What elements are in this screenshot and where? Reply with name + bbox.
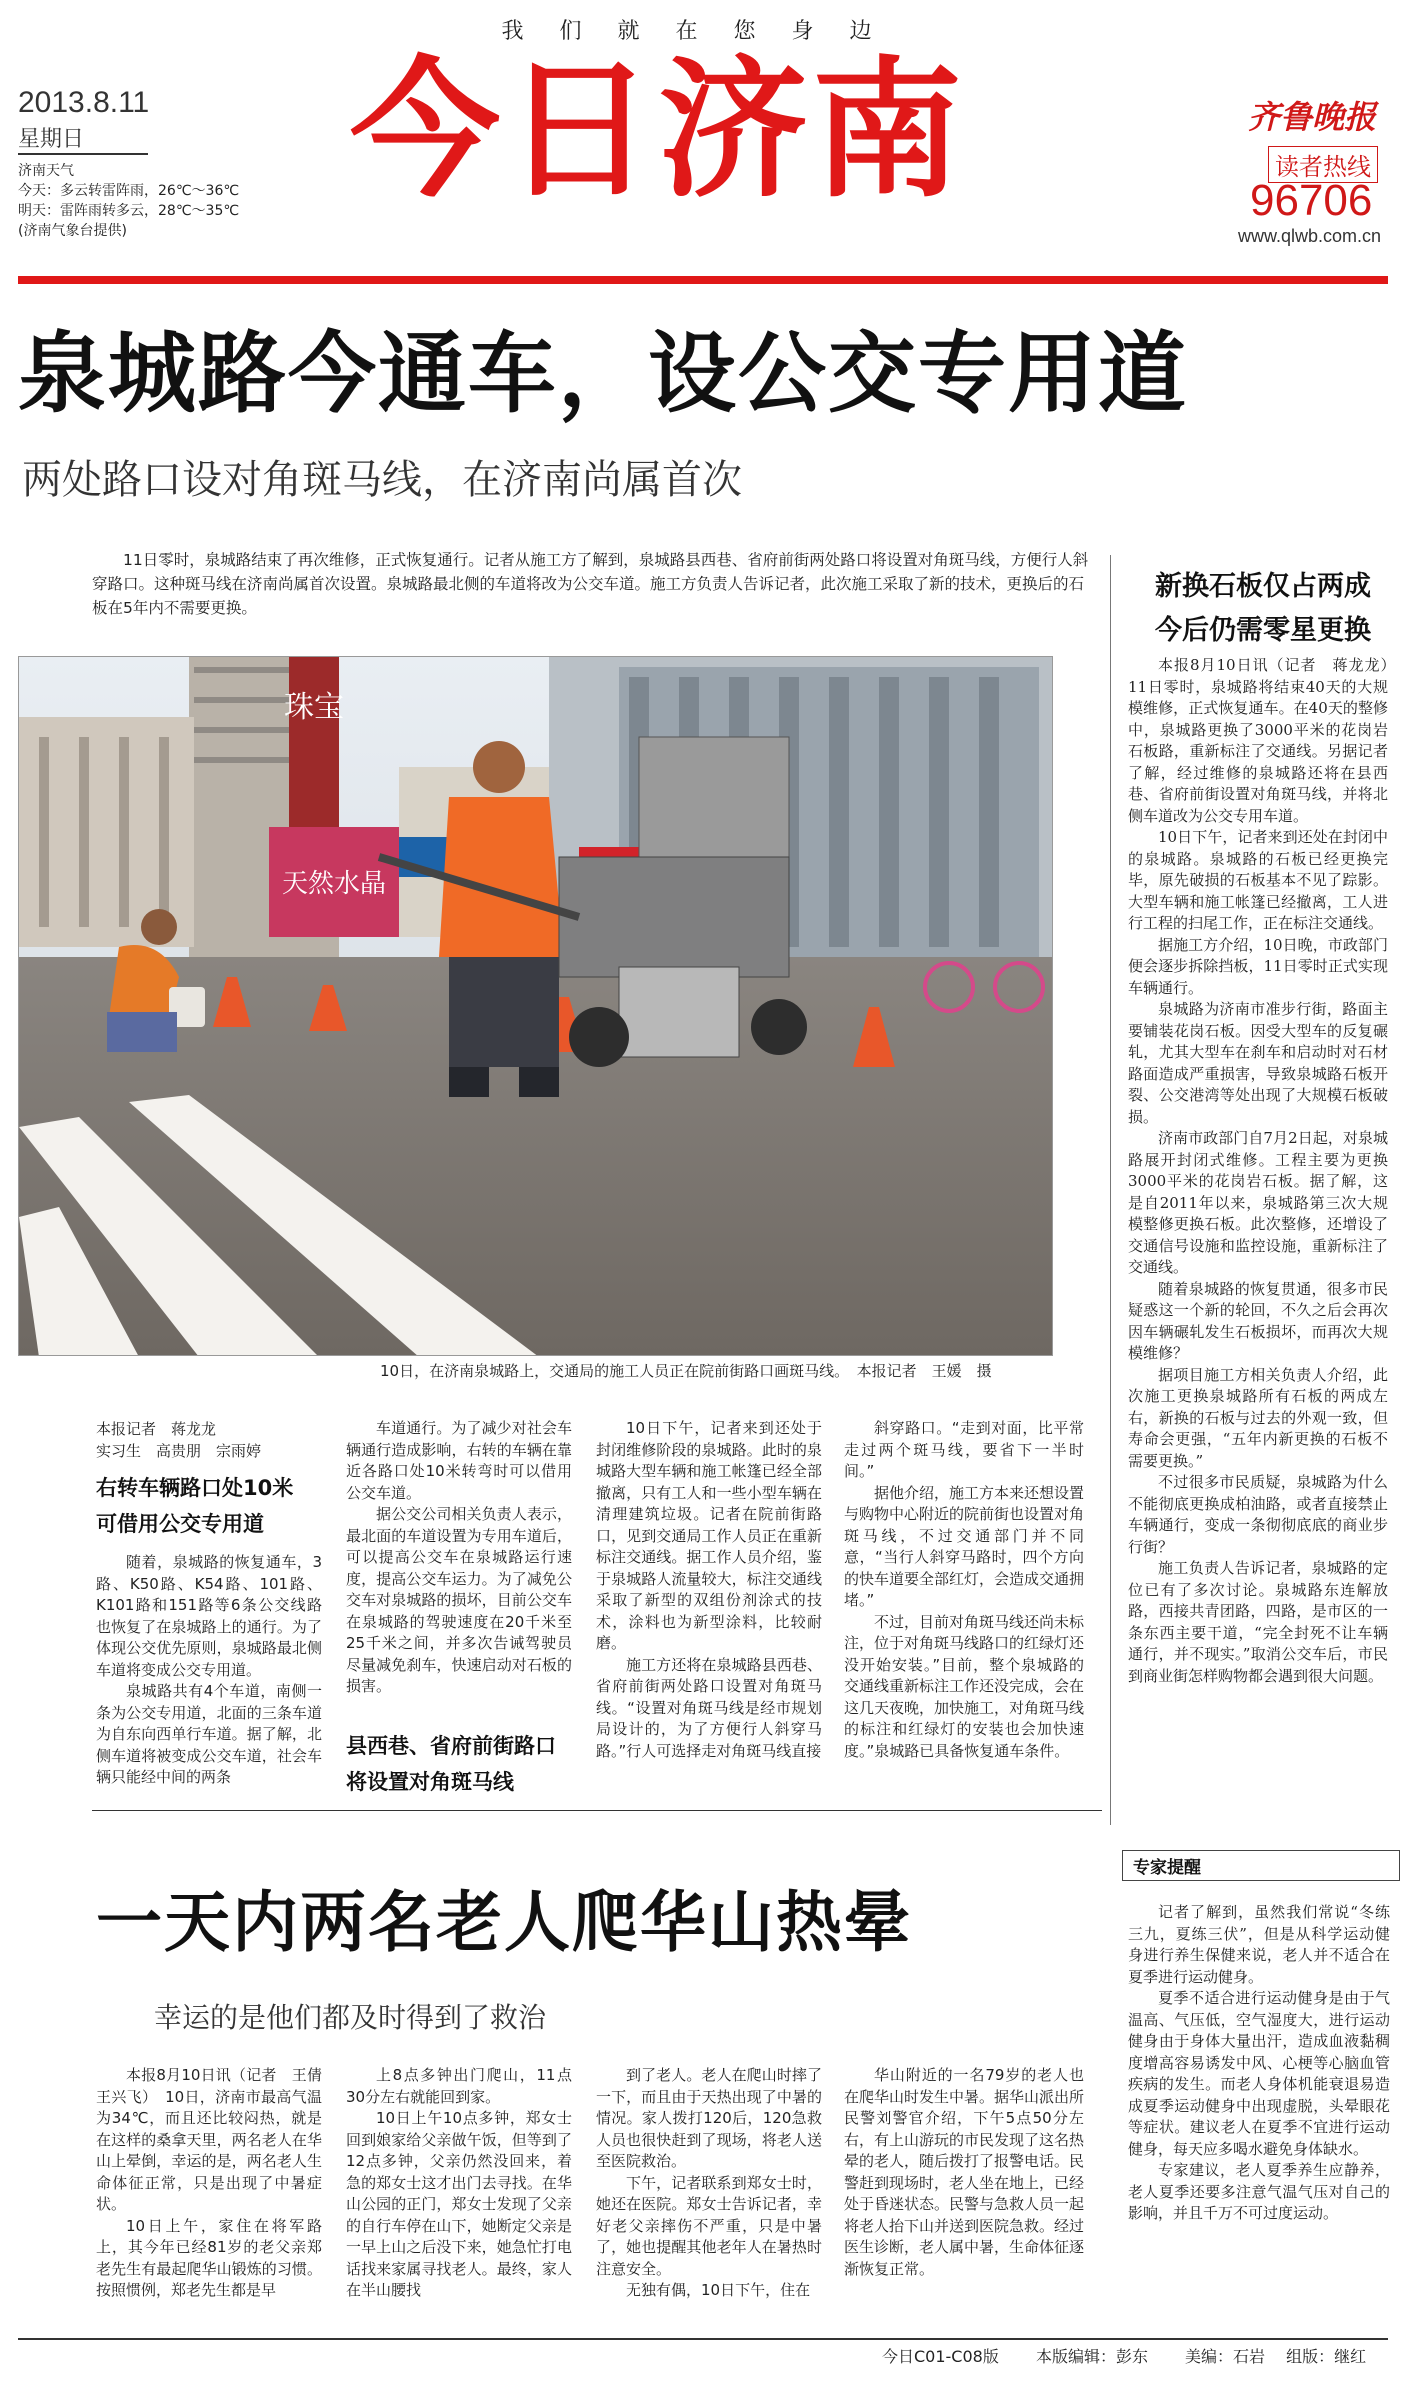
site-url: www.qlwb.com.cn: [1238, 226, 1382, 246]
weekday: 星期日: [18, 122, 148, 155]
paragraph: 10日上午10点多钟，郑女士回到娘家给父亲做午饭，但等到了12点多钟，父亲仍然没回来，着急的郑女士这才出门去寻找。在华山公园的正门，郑女士发现了父亲的自行车停在山下，她断定父亲是一早上山之后没下来，她急忙打电话找来家属寻找老人。最终，家人在半山腰找: [346, 2109, 572, 2299]
lead-paragraph: 11日零时，泉城路结束了再次维修，正式恢复通行。记者从施工方了解到，泉城路县西巷、省府前街两处路口将设置对角斑马线，方便行人斜穿路口。这种斑马线在济南尚属首次设置。泉城路最北侧的车道将改为公交车道。施工方负责人告诉记者，此次施工采取了新的技术，更换后的石板在5年内不需要更换。: [92, 551, 1089, 617]
jewelry-sign: 珠宝: [284, 690, 344, 725]
paragraph: 车道通行。为了减少对社会车辆通行造成影响，右转的车辆在靠近各路口处10米转弯时可以借用公交车道。: [346, 1419, 572, 1502]
main-headline: 泉城路今通车，设公交专用道: [18, 322, 1189, 425]
story2-column-1: [96, 2065, 338, 2302]
paragraph: 泉城路共有4个车道，南侧一条为公交专用道，北面的三条车道为自东向西单行车道。据了解，北侧车道将被变成公交车道，社会车辆只能经中间的两条: [96, 1682, 322, 1786]
sidebar-headline-line: 新换石板仅占两成: [1155, 571, 1371, 602]
article-column-3: [596, 1418, 822, 1762]
sidebar-article: [1128, 655, 1404, 1687]
footer-art: 美编：石岩: [1185, 2347, 1266, 2366]
main-subhead: 两处路口设对角斑马线，在济南尚属首次: [22, 457, 742, 503]
paragraph: 据项目施工方相关负责人介绍，此次施工更换泉城路所有石板的两成左右，新换的石板与过去的外观一致，但寿命会更强，“五年内新更换的石板不需要更换。”: [1128, 1365, 1388, 1470]
expert-tip-tag: 专家提醒: [1122, 1850, 1400, 1881]
article-column-2: [346, 1418, 572, 1698]
paragraph: 斜穿路口。“走到对面，比平常走过两个斑马线，要省下一半时间。”: [844, 1419, 1084, 1480]
paragraph: 10日上午，家住在将军路上，其今年已经81岁的老父亲郑老先生有最起爬华山锻炼的习惯。按照惯例，郑老先生都是早: [96, 2216, 322, 2299]
paragraph: 施工方还将在泉城路县西巷、省府前街两处路口设置对角斑马线。“设置对角斑马线是经市规划局设计的，为了方便行人斜穿马路。”行人可选择走对角斑马线直接: [596, 1655, 822, 1760]
paragraph: 到了老人。老人在爬山时摔了一下，而且由于天热出现了中暑的情况。家人拨打120后，120急救人员也很快赶到了现场，将老人送至医院救治。: [596, 2066, 822, 2170]
paragraph: 华山附近的一名79岁的老人也在爬华山时发生中暑。据华山派出所民警刘警官介绍，下午5点50分左右，有上山游玩的市民发现了这名热晕的老人，随后拨打了报警电话。民警赶到现场时，老人坐在地上，已经处于昏迷状态。民警与急救人员一起将老人抬下山并送到医院急救。经过医生诊断，老人属中暑，生命体征逐渐恢复正常。: [844, 2066, 1085, 2278]
paragraph: 据公交公司相关负责人表示，最北面的车道设置为专用车道后，可以提高公交车在泉城路运行速度，提高公交车运力。为了减免公交车对泉城路的损坏，目前公交车在泉城路的驾驶速度在20千米至25千米之间，并多次告诫驾驶员尽量减免刹车，快速启动对石板的损害。: [346, 1505, 572, 1695]
paragraph: 本报8月10日讯（记者 王倩 王兴飞） 10日，济南市最高气温为34℃，而且还比较闷热，就是在这样的桑拿天里，两名老人在华山上晕倒，幸运的是，两名老人生命体征正常，只是出现了中暑症状。: [96, 2066, 338, 2213]
paragraph: 据施工方介绍，10日晚，市政部门便会逐步拆除挡板，11日零时正式实现车辆通行。: [1128, 935, 1388, 997]
photo-caption: 10日，在济南泉城路上，交通局的施工人员正在院前街路口画斑马线。 本报记者 王媛 摄: [380, 1362, 992, 1380]
paragraph: 随着泉城路的恢复贯通，很多市民疑惑这一个新的轮回，不久之后会再次因车辆碾轧发生石板损坏，而再次大规模维修？: [1128, 1279, 1388, 1362]
section-subtitle-2: [346, 1728, 556, 1800]
crystal-sign: 天然水晶: [281, 869, 387, 899]
article-column-4: [844, 1418, 1084, 1762]
footer-credits: [882, 2344, 1366, 2367]
weather-today: 今天：多云转雷阵雨，26℃～36℃: [18, 183, 240, 199]
paragraph: 专家建议，老人夏季养生应静养，老人夏季还要多注意气温气压对自己的影响，并且千万不可过度运动。: [1128, 2161, 1390, 2222]
expert-tip-body: [1128, 1902, 1390, 2225]
column-divider: [1110, 555, 1111, 1825]
story2-column-2: [346, 2065, 572, 2302]
paper-name: 齐鲁晚报: [1248, 98, 1377, 136]
section-subtitle-1: [96, 1470, 293, 1542]
subtitle-line: 县西巷、省府前街路口: [346, 1734, 556, 1758]
paragraph: 不过很多市民质疑，泉城路为什么不能彻底更换成柏油路，或者直接禁止车辆通行，变成一条彻彻底底的商业步行街？: [1128, 1473, 1388, 1556]
paragraph: 不过，目前对角斑马线还尚未标注，位于对角斑马线路口的红绿灯还没开始安装。”目前，整个泉城路的交通线重新标注工作还没完成，会在这几天夜晚，加快施工，对角斑马线的标注和红绿灯的安装也会加快速度。”泉城路已具备恢复通车条件。: [844, 1612, 1085, 1760]
slogan: 我们就在您身边: [501, 19, 908, 44]
paragraph: 夏季不适合进行运动健身是由于气温高、气压低，空气湿度大，进行运动健身由于身体大量出汗，造成血液黏稠度增高容易诱发中风、心梗等心脑血管疾病的发生。而老人身体机能衰退易造成夏季运动健身中出现虚脱，头晕眼花等症状。建议老人在夏季不宜进行运动健身，每天应多喝水避免身体缺水。: [1128, 1989, 1390, 2158]
paragraph: 下午，记者联系到郑女士时，她还在医院。郑女士告诉记者，幸好老父亲摔伤不严重，只是中暑了，她也提醒其他老年人在暑热时注意安全。: [596, 2173, 822, 2278]
subtitle-line: 右转车辆路口处10米: [96, 1476, 294, 1500]
footer-rule: [18, 2338, 1388, 2340]
paragraph: 据他介绍，施工方本来还想设置与购物中心附近的院前街也设置对角斑马线，不过交通部门并不同意，“当行人斜穿马路时，四个方向的快车道要全部红灯，会造成交通拥堵。”: [844, 1483, 1085, 1609]
paragraph: 本报8月10日讯（记者 蒋龙龙） 11日零时，泉城路将结束40天的大规模维修，正式恢复通车。在40天的整修中，泉城路更换了3000平米的花岗岩石板路，重新标注了交通线。另据记者了解，经过维修的泉城路还将在县西巷、省府前街设置对角斑马线，并将北侧车道改为公交专用车道。: [1128, 656, 1404, 825]
paragraph: 上8点多钟出门爬山，11点30分左右就能回到家。: [346, 2066, 572, 2106]
second-headline: 一天内两名老人爬华山热晕: [96, 1884, 912, 1961]
footer-section: 今日C01-C08版: [882, 2347, 999, 2366]
sidebar-headline-line: 今后仍需零星更换: [1155, 615, 1371, 646]
paragraph: 随着，泉城路的恢复通车，3路、K50路、K54路、101路、K101路和151路等6条公交线路也恢复了在泉城路上的通行。为了体现公交优先原则，泉城路最北侧车道将变成公交专用道。: [96, 1553, 322, 1679]
subtitle-line: 将设置对角斑马线: [346, 1770, 514, 1794]
hotline-label: 读者热线: [1268, 146, 1378, 183]
sidebar-headline: [1128, 565, 1398, 653]
issue-date: 2013.8.11: [18, 86, 150, 119]
paragraph: 10日下午，记者来到还处于封闭维修阶段的泉城路。此时的泉城路大型车辆和施工帐篷已经全部撤离，只有工人和一些小型车辆在清理建筑垃圾。记者在院前街路口，见到交通局工作人员正在重新标注交通线。据工作人员介绍，鉴于泉城路人流量较大，标注交通线采取了新型的双组份剂涂式的技术，涂料也为新型涂料，比较耐磨。: [596, 1419, 822, 1652]
byline-reporter: 本报记者 蒋龙龙: [96, 1420, 217, 1438]
masthead: 今日济南: [350, 42, 967, 218]
story2-column-3: [596, 2065, 822, 2302]
weather-source: (济南气象台提供): [18, 223, 127, 239]
paragraph: 记者了解到，虽然我们常说“冬练三九，夏练三伏”，但是从科学运动健身进行养生保健来说，老人并不适合在夏季进行运动健身。: [1128, 1903, 1390, 1986]
story2-column-4: [844, 2065, 1084, 2280]
paragraph: 泉城路为济南市准步行街，路面主要铺装花岗石板。因受大型车的反复碾轧，尤其大型车在刹车和启动时对石材路面造成严重损害，导致泉城路石板开裂、公交港湾等处出现了大规模石板破损。: [1128, 1000, 1388, 1126]
news-photo: [18, 656, 1053, 1356]
paragraph: 济南市政部门自7月2日起，对泉城路展开封闭式维修。工程主要为更换3000平米的花岗岩石板。据了解，这是自2011年以来，泉城路第三次大规模整修更换石板。此次整修，还增设了交通信号设施和监控设施，重新标注了交通线。: [1128, 1129, 1388, 1276]
article-column-1: [96, 1552, 322, 1789]
subtitle-line: 可借用公交专用道: [96, 1512, 264, 1536]
paragraph: 无独有偶，10日下午，住在: [626, 2281, 811, 2299]
byline-interns: 实习生 高贵朋 宗雨婷: [96, 1442, 262, 1460]
second-subhead: 幸运的是他们都及时得到了救治: [154, 2001, 547, 2034]
weather-label: 济南天气: [18, 163, 74, 179]
footer-proof: 组版：继红: [1286, 2347, 1367, 2366]
footer-editor: 本版编辑：彭东: [1035, 2347, 1148, 2366]
masthead-rule: [18, 276, 1388, 284]
story-divider: [92, 1810, 1102, 1811]
paragraph: 10日下午，记者来到还处在封闭中的泉城路。泉城路的石板已经更换完毕，原先破损的石板基本不见了踪影。大型车辆和施工帐篷已经撤离，工人进行工程的扫尾工作，正在标注交通线。: [1128, 828, 1388, 932]
weather-tomorrow: 明天：雷阵雨转多云，28℃～35℃: [18, 203, 240, 219]
paragraph: 施工负责人告诉记者，泉城路的定位已有了多次讨论。泉城路东连解放路，西接共青团路，四路，是市区的一条东西主要干道，“完全封死不让车辆通行，并不现实。”取消公交车后，市民到商业街怎样购物都会遇到很大问题。: [1128, 1559, 1388, 1685]
byline: [96, 1418, 261, 1462]
hotline-number: 96706: [1250, 176, 1373, 225]
street-scene-illustration: [19, 657, 1053, 1356]
